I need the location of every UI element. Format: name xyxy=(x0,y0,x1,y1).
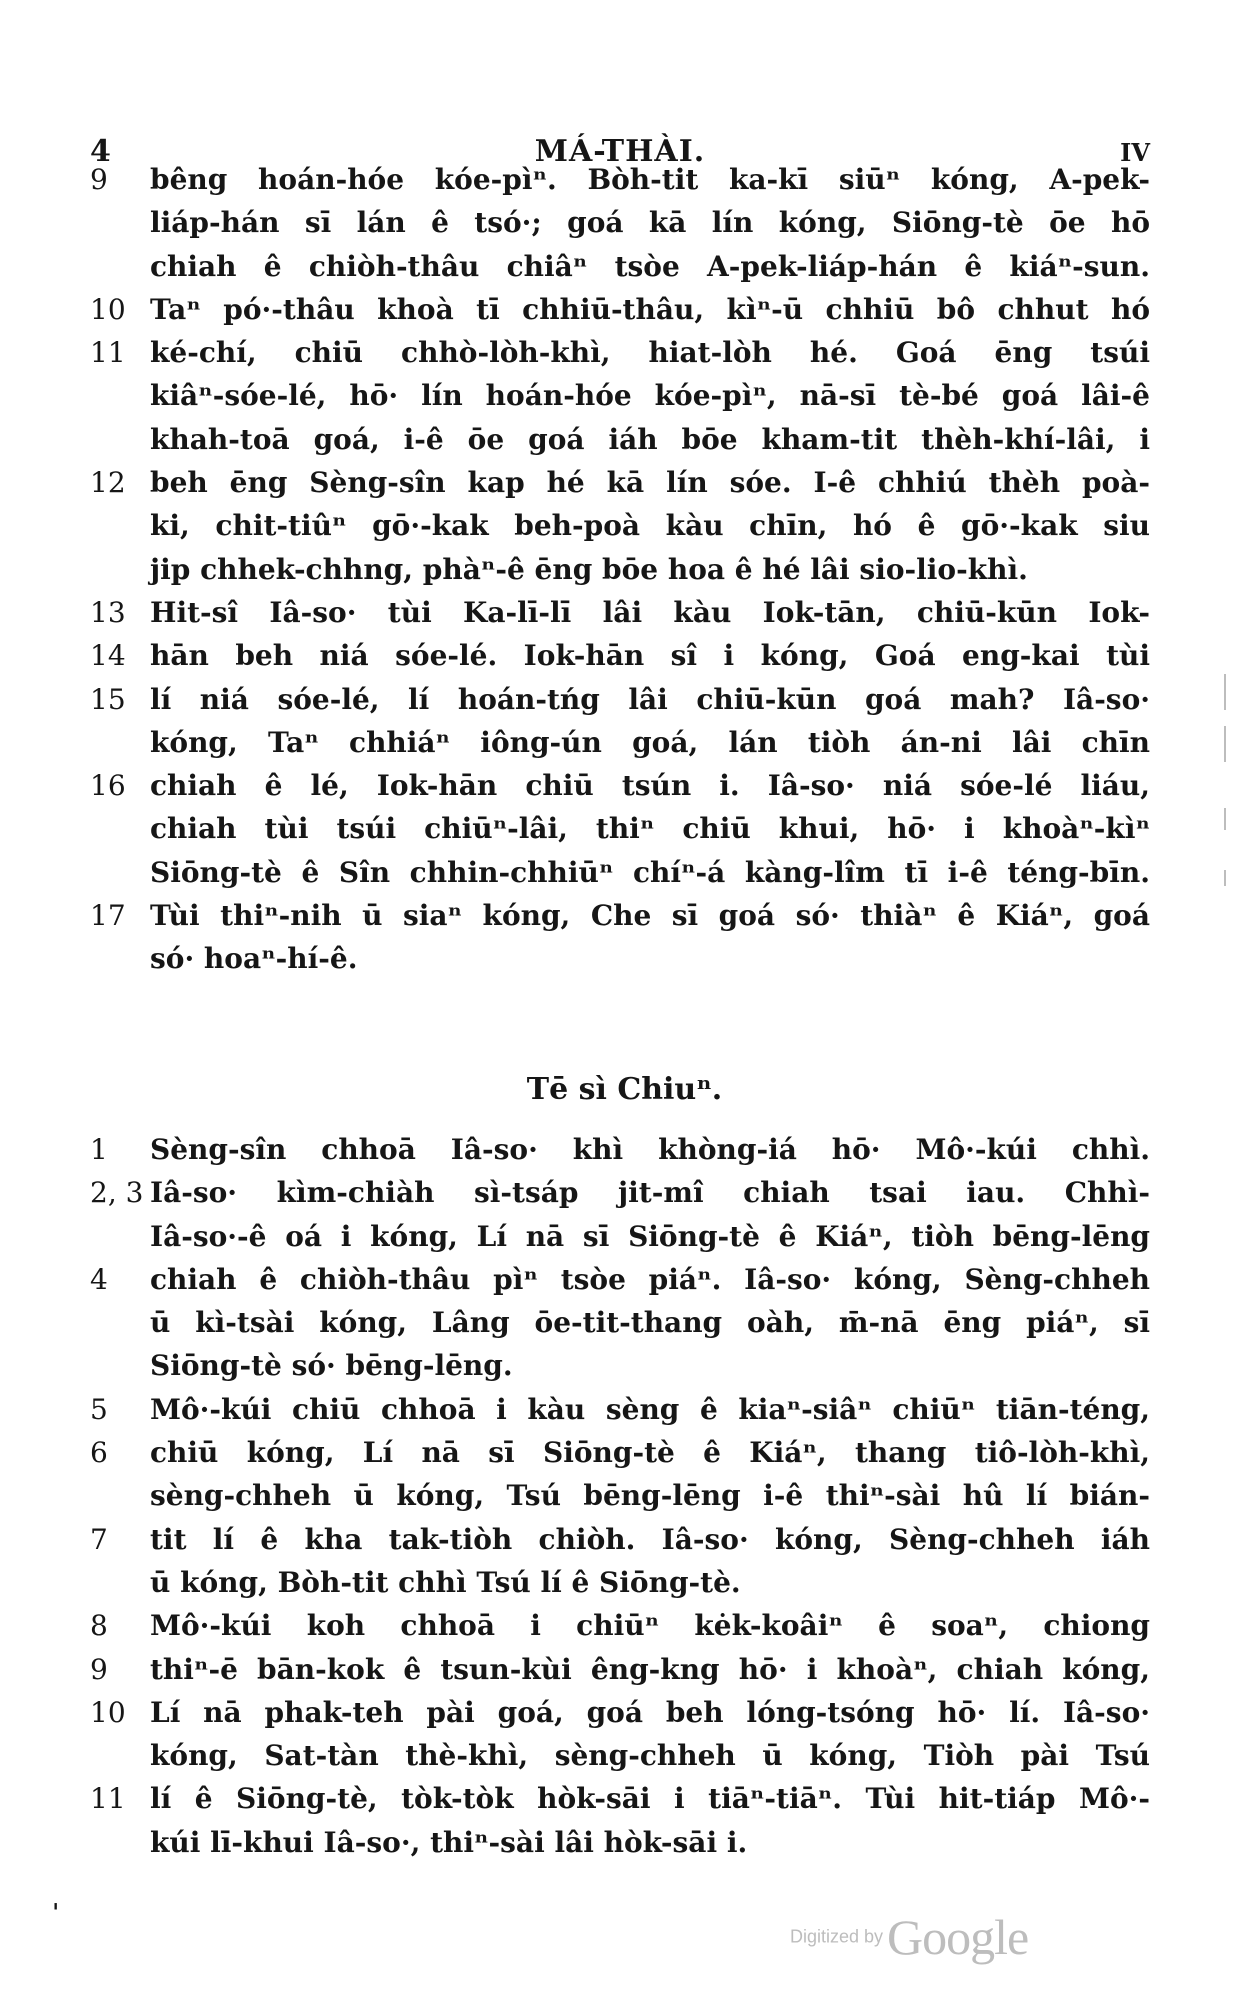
verse-text: ū kóng, Bòh-tit chhì Tsú lí ê Siōng-tè. xyxy=(150,1565,741,1599)
google-logo: Google xyxy=(887,1909,1029,1965)
verse-number: 4 xyxy=(90,1262,108,1296)
verse-number: 17 xyxy=(90,899,126,933)
margin-mark xyxy=(1224,808,1226,830)
text-line xyxy=(90,245,1150,288)
verse-text: ū kì-tsài kóng, Lâng ōe-tit-thang oàh, m̄-nā ēng piáⁿ, sī xyxy=(150,1306,1150,1340)
text-line xyxy=(90,634,1150,677)
text-line xyxy=(90,937,1150,980)
verse-text: Hit-sî Iâ-so· tùi Ka-lī-lī lâi kàu Iok-tān, chiū-kūn Iok- xyxy=(150,595,1150,629)
verse-number: 2, 3 xyxy=(90,1176,144,1210)
verse-text: lí niá sóe-lé, lí hoán-tńg lâi chiū-kūn goá mah? Iâ-so· xyxy=(150,682,1150,716)
text-line xyxy=(90,374,1150,417)
verse-text: Tùi thiⁿ-nih ū siaⁿ kóng, Che sī goá só· thiàⁿ ê Kiáⁿ, goá xyxy=(150,899,1150,933)
chapter-number: IV xyxy=(1120,138,1150,167)
text-line xyxy=(90,1648,1150,1691)
verse-text: khah-toā goá, i-ê ōe goá iáh bōe kham-tit thèh-khí-lâi, i xyxy=(150,422,1150,456)
verse-text: chiah ê chiòh-thâu chiâⁿ tsòe A-pek-liáp-hán ê kiáⁿ-sun. xyxy=(150,249,1150,283)
verse-text: hān beh niá sóe-lé. Iok-hān sî i kóng, Goá eng-kai tùi xyxy=(150,639,1150,673)
verse-number: 11 xyxy=(90,336,126,370)
text-line xyxy=(90,331,1150,374)
text-line xyxy=(90,1431,1150,1474)
page-number: 4 xyxy=(90,134,111,169)
verse-text: liáp-hán sī lán ê tsó·; goá kā lín kóng, Siōng-tè ōe hō xyxy=(150,206,1150,240)
text-line xyxy=(90,1388,1150,1431)
verse-number: 1 xyxy=(90,1133,108,1166)
text-line xyxy=(90,851,1150,894)
text-line xyxy=(90,1474,1150,1517)
text-line xyxy=(90,1691,1150,1734)
verse-number: 9 xyxy=(90,163,108,196)
text-line xyxy=(90,201,1150,244)
digitized-footer xyxy=(790,1908,1028,1966)
margin-mark xyxy=(1224,726,1226,762)
margin-mark xyxy=(1224,674,1226,710)
chapter-three-text xyxy=(90,158,1150,981)
text-line xyxy=(90,158,1150,201)
text-line xyxy=(90,1301,1150,1344)
text-line xyxy=(90,894,1150,937)
verse-text: thiⁿ-ē bān-kok ê tsun-kùi êng-kng hō· i khoàⁿ, chiah kóng, xyxy=(150,1652,1150,1686)
verse-text: chiū kóng, Lí nā sī Siōng-tè ê Kiáⁿ, thang tiô-lòh-khì, xyxy=(150,1436,1150,1470)
verse-text: tit lí ê kha tak-tiòh chiòh. Iâ-so· kóng, Sèng-chheh iáh xyxy=(150,1522,1150,1556)
verse-number: 9 xyxy=(90,1652,108,1686)
chapter-four-text xyxy=(90,1128,1150,1864)
text-line xyxy=(90,1258,1150,1301)
margin-mark xyxy=(1224,870,1226,886)
digitized-by-text: Digitized by xyxy=(790,1926,884,1947)
text-line xyxy=(90,1344,1150,1387)
verse-number: 6 xyxy=(90,1436,108,1470)
verse-number: 16 xyxy=(90,769,126,803)
verse-number: 12 xyxy=(90,466,126,500)
verse-text: chiah tùi tsúi chiūⁿ-lâi, thiⁿ chiū khui, hō· i khoàⁿ-kìⁿ xyxy=(150,812,1150,846)
verse-text: Sèng-sîn chhoā Iâ-so· khì khòng-iá hō· Mô·-kúi chhì. xyxy=(150,1133,1150,1166)
verse-text: kiâⁿ-sóe-lé, hō· lín hoán-hóe kóe-pìⁿ, nā-sī tè-bé goá lâi-ê xyxy=(150,379,1150,413)
text-line xyxy=(90,1604,1150,1647)
text-line xyxy=(90,764,1150,807)
verse-text: lí ê Siōng-tè, tòk-tòk hòk-sāi i tiāⁿ-tiāⁿ. Tùi hit-tiáp Mô·- xyxy=(150,1782,1150,1816)
verse-text: Iâ-so· kìm-chiàh sì-tsáp jit-mî chiah tsai iau. Chhì- xyxy=(150,1176,1150,1210)
text-line xyxy=(90,591,1150,634)
verse-text: beh ēng Sèng-sîn kap hé kā lín sóe. I-ê chhiú thèh poà- xyxy=(150,466,1150,500)
text-line xyxy=(90,807,1150,850)
text-line xyxy=(90,1128,1150,1171)
verse-text: Lí nā phak-teh pài goá, goá beh lóng-tsóng hō· lí. Iâ-so· xyxy=(150,1695,1150,1729)
verse-text: Mô·-kúi chiū chhoā i kàu sèng ê kiaⁿ-siâⁿ chiūⁿ tiān-téng, xyxy=(150,1392,1150,1426)
verse-number: 13 xyxy=(90,595,126,629)
text-line xyxy=(90,1777,1150,1820)
text-line xyxy=(90,1561,1150,1604)
verse-text: jip chhek-chhng, phàⁿ-ê ēng bōe hoa ê hé lâi sio-lio-khì. xyxy=(150,552,1028,586)
text-line xyxy=(90,461,1150,504)
text-line xyxy=(90,504,1150,547)
verse-text: kóng, Sat-tàn thè-khì, sèng-chheh ū kóng, Tiòh pài Tsú xyxy=(150,1739,1150,1773)
verse-text: Siōng-tè ê Sîn chhin-chhiūⁿ chíⁿ-á kàng-lîm tī i-ê téng-bīn. xyxy=(150,855,1150,889)
verse-text: só· hoaⁿ-hí-ê. xyxy=(150,942,358,976)
verse-number: 8 xyxy=(90,1609,108,1643)
text-line xyxy=(90,1215,1150,1258)
verse-number: 14 xyxy=(90,639,126,673)
text-line xyxy=(90,1518,1150,1561)
section-heading: Tē sì Chiuⁿ. xyxy=(526,1072,723,1107)
verse-number: 11 xyxy=(90,1782,126,1816)
text-line xyxy=(90,418,1150,461)
text-line xyxy=(90,288,1150,331)
verse-number: 10 xyxy=(90,1695,126,1729)
verse-number: 5 xyxy=(90,1392,108,1426)
text-line xyxy=(90,678,1150,721)
stray-mark: ˌ xyxy=(52,1884,60,1914)
verse-number: 7 xyxy=(90,1522,108,1556)
verse-text: bêng hoán-hóe kóe-pìⁿ. Bòh-tit ka-kī siūⁿ kóng, A-pek- xyxy=(150,163,1150,196)
text-line xyxy=(90,1821,1150,1864)
verse-number: 10 xyxy=(90,292,126,326)
text-line xyxy=(90,1171,1150,1214)
running-title: MÁ-THÀI. xyxy=(534,134,706,169)
verse-text: kóng, Taⁿ chhiáⁿ iông-ún goá, lán tiòh án-ni lâi chīn xyxy=(150,725,1150,759)
verse-text: ké-chí, chiū chhò-lòh-khì, hiat-lòh hé. Goá ēng tsúi xyxy=(150,336,1150,370)
text-line xyxy=(90,721,1150,764)
verse-text: Siōng-tè só· bēng-lēng. xyxy=(150,1349,513,1383)
verse-number: 15 xyxy=(90,682,126,716)
verse-text: chiah ê chiòh-thâu pìⁿ tsòe piáⁿ. Iâ-so· kóng, Sèng-chheh xyxy=(150,1262,1150,1296)
verse-text: chiah ê lé, Iok-hān chiū tsún i. Iâ-so· niá sóe-lé liáu, xyxy=(150,769,1150,803)
verse-text: Iâ-so·-ê oá i kóng, Lí nā sī Siōng-tè ê Kiáⁿ, tiòh bēng-lēng xyxy=(150,1219,1150,1253)
text-line xyxy=(90,548,1150,591)
text-line xyxy=(90,1734,1150,1777)
verse-text: kúi lī-khui Iâ-so·, thiⁿ-sài lâi hòk-sāi i. xyxy=(150,1825,748,1859)
verse-text: sèng-chheh ū kóng, Tsú bēng-lēng i-ê thiⁿ-sài hû lí bián- xyxy=(150,1479,1150,1513)
verse-text: Mô·-kúi koh chhoā i chiūⁿ kėk-koâiⁿ ê soaⁿ, chiong xyxy=(150,1609,1150,1643)
verse-text: ki, chit-tiûⁿ gō·-kak beh-poà kàu chīn, hó ê gō·-kak siu xyxy=(150,509,1150,543)
verse-text: Taⁿ pó·-thâu khoà tī chhiū-thâu, kìⁿ-ū chhiū bô chhut hó xyxy=(150,292,1150,326)
